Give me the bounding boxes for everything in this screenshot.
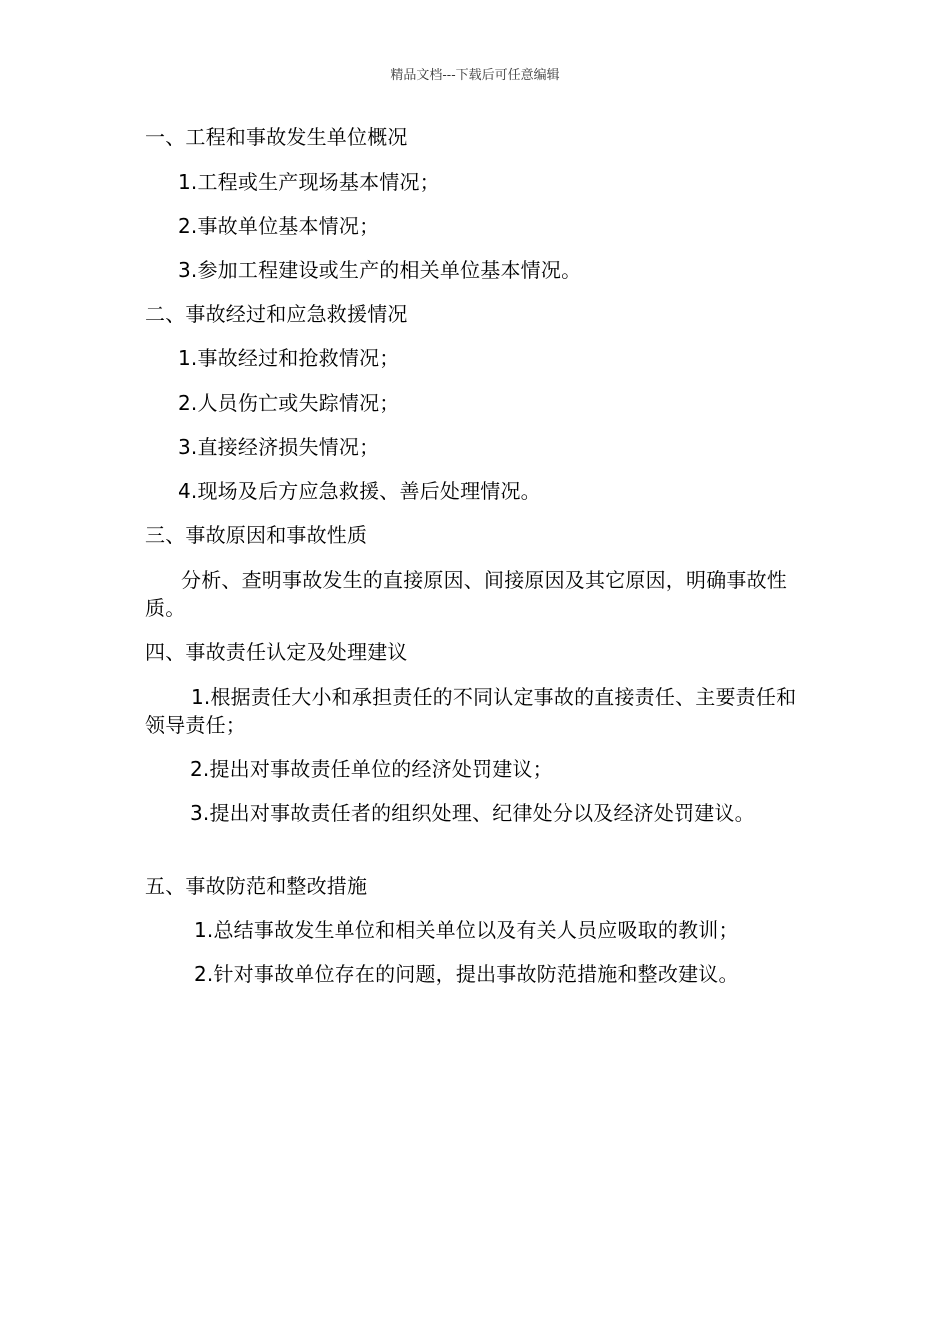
page-header: 精品文档---下载后可任意编辑 — [390, 68, 560, 83]
section-paragraph: 分析、查明事故发生的直接原因、间接原因及其它原因，明确事故性质。 — [145, 568, 787, 620]
list-item: 2.提出对事故责任单位的经济处罚建议； — [190, 757, 553, 781]
list-item: 4.现场及后方应急救援、善后处理情况。 — [178, 479, 541, 503]
list-item: 2.人员伤亡或失踪情况； — [178, 391, 400, 415]
list-item: 1.总结事故发生单位和相关单位以及有关人员应吸取的教训； — [194, 918, 739, 942]
section-heading: 一、工程和事故发生单位概况 — [145, 125, 408, 149]
list-item: 3.直接经济损失情况； — [178, 435, 380, 459]
list-item: 1.工程或生产现场基本情况； — [178, 170, 440, 194]
list-item: 3.参加工程建设或生产的相关单位基本情况。 — [178, 258, 582, 282]
list-item: 2.针对事故单位存在的问题，提出事故防范措施和整改建议。 — [194, 962, 739, 986]
list-item: 1.事故经过和抢救情况； — [178, 346, 400, 370]
section-heading: 五、事故防范和整改措施 — [145, 874, 368, 898]
list-item: 2.事故单位基本情况； — [178, 214, 380, 238]
list-item: 3.提出对事故责任者的组织处理、纪律处分以及经济处罚建议。 — [190, 801, 755, 825]
list-item: 1.根据责任大小和承担责任的不同认定事故的直接责任、主要责任和领导责任； — [145, 685, 797, 737]
section-heading: 四、事故责任认定及处理建议 — [145, 640, 408, 664]
section-heading: 二、事故经过和应急救援情况 — [145, 302, 408, 326]
section-heading: 三、事故原因和事故性质 — [145, 523, 368, 547]
